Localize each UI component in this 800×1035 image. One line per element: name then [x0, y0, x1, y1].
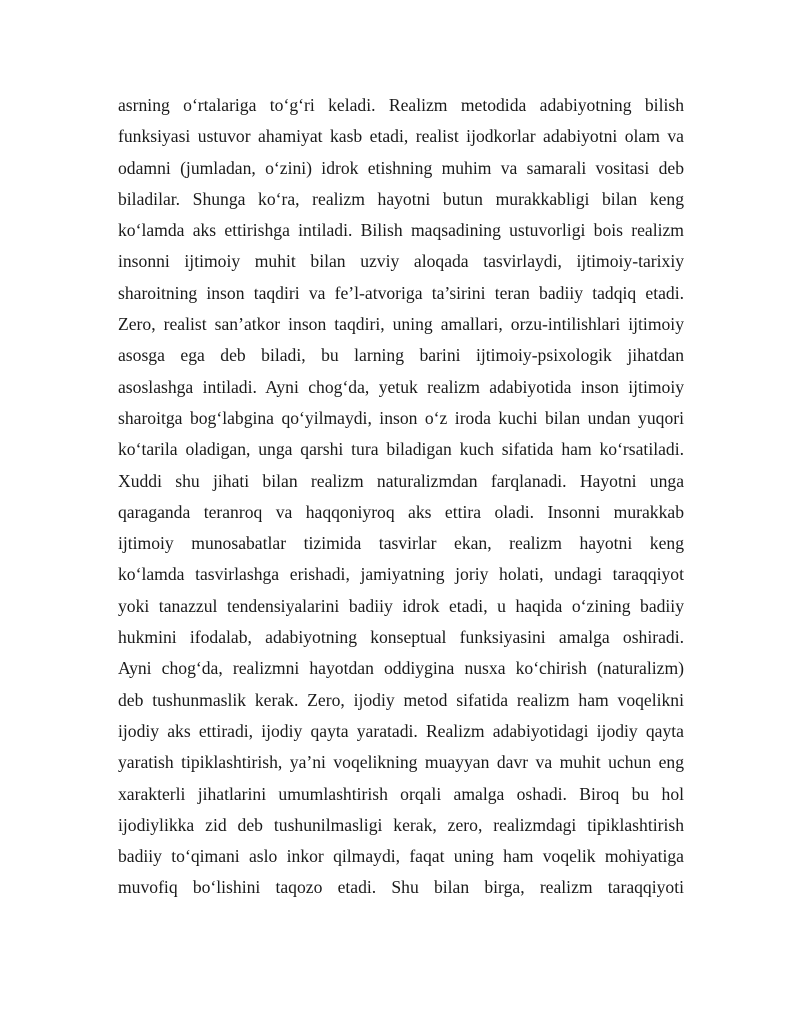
text-line: asrning o‘rtalariga to‘g‘ri keladi. Realizm metodida adabiyotning bilish — [118, 95, 684, 115]
text-line: ko‘lamda aks ettirishga intiladi. Bilish maqsadining ustuvorligi bois realizm — [118, 220, 684, 241]
text-line: ijtimoiy munosabatlar tizimida tasvirlar ekan, realizm hayotni keng — [118, 533, 684, 554]
text-line: xarakterli jihatlarini umumlashtirish orqali amalga oshadi. Biroq bu hol — [118, 783, 684, 804]
text-line: odamni (jumladan, o‘zini) idrok etishning muhim va samarali vositasi deb — [118, 157, 684, 178]
text-line: deb tushunmaslik kerak. Zero, ijodiy metod sifatida realizm ham voqelikni — [118, 689, 684, 710]
text-line: Ayni chog‘da, realizmni hayotdan oddiygina nusxa ko‘chirish (naturalizm) — [118, 658, 684, 679]
text-line: ko‘lamda tasvirlashga erishadi, jamiyatning joriy holati, undagi taraqqiyot — [118, 564, 684, 585]
text-line: badiiy to‘qimani aslo inkor qilmaydi, faqat uning ham voqelik mohiyatiga — [118, 846, 684, 867]
text-line: asosga ega deb biladi, bu larning barini ijtimoiy-psixologik jihatdan — [118, 345, 684, 366]
text-line: Xuddi shu jihati bilan realizm naturalizmdan farqlanadi. Hayotni unga — [118, 470, 684, 491]
text-line: biladilar. Shunga ko‘ra, realizm hayotni butun murakkabligi bilan keng — [118, 188, 684, 209]
text-line: sharoitning inson taqdiri va fe’l-atvoriga ta’sirini teran badiiy tadqiq etadi. — [118, 282, 684, 303]
text-line: hukmini ifodalab, adabiyotning konseptual funksiyasini amalga oshiradi. — [118, 627, 684, 648]
text-line: ko‘tarila oladigan, unga qarshi tura biladigan kuch sifatida ham ko‘rsatiladi. — [118, 439, 684, 460]
text-line: insonni ijtimoiy muhit bilan uzviy aloqada tasvirlaydi, ijtimoiy-tarixiy — [118, 251, 684, 272]
text-line: asoslashga intiladi. Ayni chog‘da, yetuk realizm adabiyotida inson ijtimoiy — [118, 376, 684, 397]
text-line: muvofiq bo‘lishini taqozo etadi. Shu bilan birga, realizm taraqqiyoti — [118, 877, 684, 898]
text-line: ijodiy aks ettiradi, ijodiy qayta yaratadi. Realizm adabiyotidagi ijodiy qayta — [118, 720, 684, 741]
text-line: yaratish tipiklashtirish, ya’ni voqelikning muayyan davr va muhit uchun eng — [118, 752, 684, 773]
text-line: qaraganda teranroq va haqqoniyroq aks ettira oladi. Insonni murakkab — [118, 501, 684, 522]
text-line: ijodiylikka zid deb tushunilmasligi kerak, zero, realizmdagi tipiklashtirish — [118, 814, 684, 835]
body-paragraph — [118, 90, 684, 904]
text-line: funksiyasi ustuvor ahamiyat kasb etadi, realist ijodkorlar adabiyotni olam va — [118, 126, 684, 147]
text-line: yoki tanazzul tendensiyalarini badiiy idrok etadi, u haqida o‘zining badiiy — [118, 595, 684, 616]
text-line: sharoitga bog‘labgina qo‘yilmaydi, inson o‘z iroda kuchi bilan undan yuqori — [118, 407, 684, 428]
text-line: Zero, realist san’atkor inson taqdiri, uning amallari, orzu-intilishlari ijtimoiy — [118, 314, 684, 335]
